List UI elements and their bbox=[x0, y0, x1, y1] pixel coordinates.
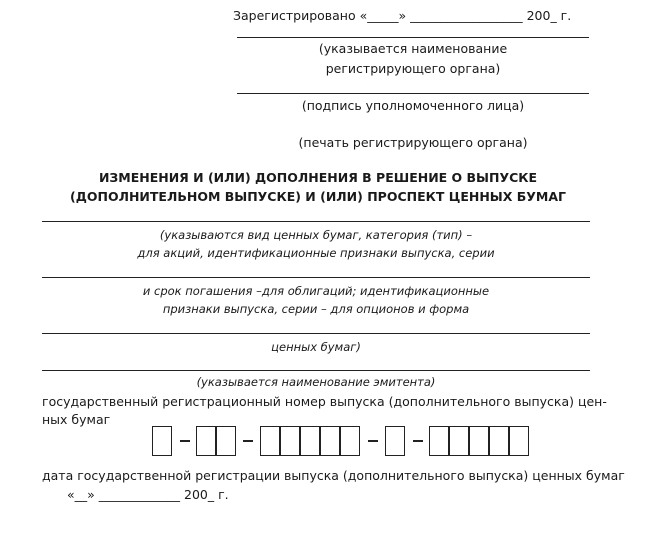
reg-number-box-2[interactable] bbox=[196, 426, 216, 456]
securities-hint-1: (указываются вид ценных бумаг, категория (тип) – bbox=[159, 228, 473, 242]
reg-number-box-7[interactable] bbox=[320, 426, 340, 456]
securities-hint-4: признаки выпуска, серии – для опционов и форма bbox=[162, 302, 470, 316]
authority-hint-2: регистрирующего органа) bbox=[325, 61, 501, 76]
securities-line-2[interactable] bbox=[42, 277, 590, 278]
reg-number-separator bbox=[180, 440, 190, 442]
securities-line-1[interactable] bbox=[42, 221, 590, 222]
securities-hint-5: ценных бумаг) bbox=[271, 340, 361, 354]
reg-number-box-6[interactable] bbox=[300, 426, 320, 456]
seal-hint: (печать регистрирующего органа) bbox=[298, 135, 528, 150]
reg-number-box-14[interactable] bbox=[509, 426, 529, 456]
reg-number-box-13[interactable] bbox=[489, 426, 509, 456]
reg-number-box-10[interactable] bbox=[429, 426, 449, 456]
document-title-line-1: ИЗМЕНЕНИЯ И (ИЛИ) ДОПОЛНЕНИЯ В РЕШЕНИЕ О ВЫПУСКЕ bbox=[98, 170, 538, 185]
reg-number-separator bbox=[243, 440, 253, 442]
issuer-hint: (указывается наименование эмитента) bbox=[196, 375, 436, 389]
reg-number-separator bbox=[413, 440, 423, 442]
reg-number-box-8[interactable] bbox=[340, 426, 360, 456]
registered-date-line: Зарегистрировано «_____» __________________ 200_ г. bbox=[233, 8, 572, 23]
reg-number-box-1[interactable] bbox=[152, 426, 172, 456]
authority-hint-1: (указывается наименование bbox=[318, 41, 508, 56]
reg-number-box-9[interactable] bbox=[385, 426, 405, 456]
signature-line[interactable] bbox=[237, 93, 589, 94]
reg-number-box-12[interactable] bbox=[469, 426, 489, 456]
securities-line-3[interactable] bbox=[42, 333, 590, 334]
registration-date-line: «__» _____________ 200_ г. bbox=[67, 487, 229, 502]
reg-number-separator bbox=[368, 440, 378, 442]
registration-number-label-cont: ных бумаг bbox=[42, 412, 111, 427]
reg-number-box-5[interactable] bbox=[280, 426, 300, 456]
securities-hint-3: и срок погашения –для облигаций; идентификационные bbox=[142, 284, 490, 298]
reg-number-box-11[interactable] bbox=[449, 426, 469, 456]
issuer-line[interactable] bbox=[42, 370, 590, 371]
registration-number-label: государственный регистрационный номер выпуска (дополнительного выпуска) цен- bbox=[42, 394, 607, 409]
document-title-line-2: (ДОПОЛНИТЕЛЬНОМ ВЫПУСКЕ) И (ИЛИ) ПРОСПЕКТ ЦЕННЫХ БУМАГ bbox=[70, 189, 566, 204]
registration-date-label: дата государственной регистрации выпуска (дополнительного выпуска) ценных бумаг bbox=[42, 468, 625, 483]
securities-hint-2: для акций, идентификационные признаки выпуска, серии bbox=[137, 246, 495, 260]
reg-number-box-4[interactable] bbox=[260, 426, 280, 456]
reg-number-box-3[interactable] bbox=[216, 426, 236, 456]
signature-hint: (подпись уполномоченного лица) bbox=[301, 98, 525, 113]
authority-name-line[interactable] bbox=[237, 37, 589, 38]
